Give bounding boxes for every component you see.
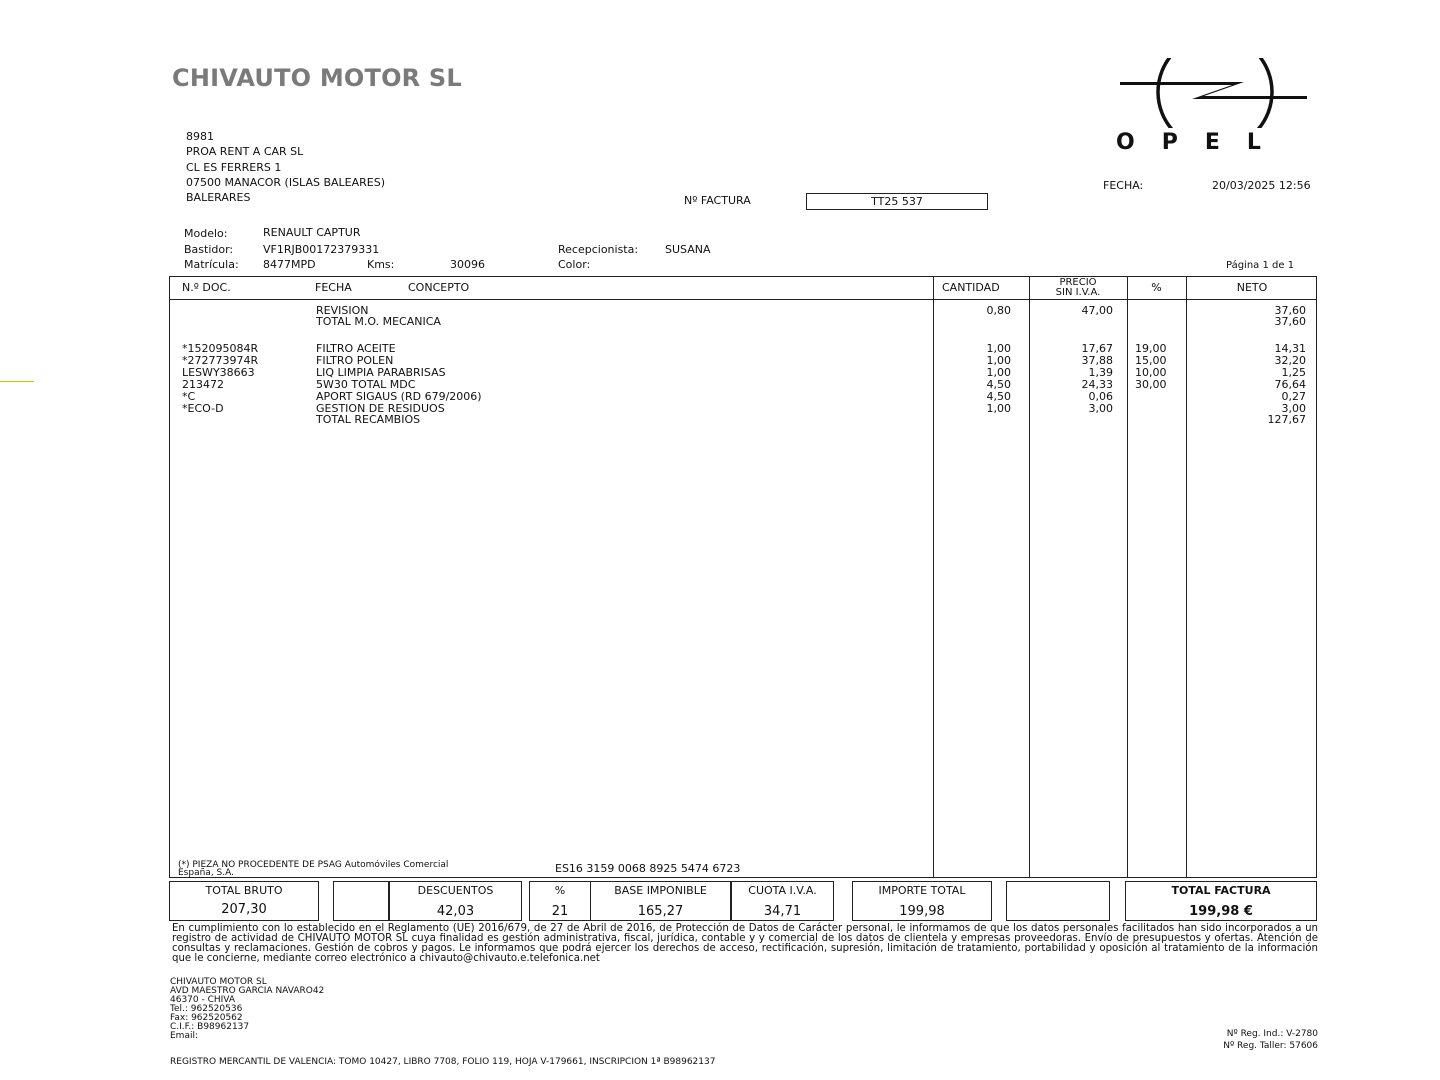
receptionist-value: SUSANA bbox=[665, 243, 711, 256]
footer-city: 46370 - CHIVA bbox=[170, 995, 236, 1005]
header-date: FECHA bbox=[315, 281, 352, 294]
model-value: RENAULT CAPTUR bbox=[263, 226, 361, 239]
table-row: REVISION 0,80 47,00 37,60 bbox=[316, 304, 1306, 317]
reg-ind: Nº Reg. Ind.: V-2780 bbox=[1226, 1029, 1318, 1039]
footer-street: AVD MAESTRO GARCIA NAVARO42 bbox=[170, 986, 325, 996]
opel-lightning-icon bbox=[1112, 58, 1317, 128]
discounts-label: DESCUENTOS bbox=[417, 884, 494, 897]
plate-value: 8477MPD bbox=[263, 258, 316, 271]
total-gross-box bbox=[169, 881, 319, 921]
table-row: *ECO-D GESTION DE RESIDUOS 1,00 3,00 3,00 bbox=[182, 402, 1306, 415]
privacy-notice: En cumplimiento con lo establecido en el Reglamento (UE) 2016/679, de 27 de Abril de 2016, de Protección de Datos de Carácter personal, le informamos de que los datos personales facilitados han sido incorporados a un registro de actividad de CHIVAUTO MOTOR SL cuya finalidad es gestión administrativa, fiscal, jurídica, contable y y comercial de los datos de clientela y empresas proveedoras. Envío de presupuestos y ofertas. Atención de consultas y reclamaciones. Gestión de cobros y pagos. Le informamos que podrá ejercer los derechos de acceso, rectificación, supresión, limitación de tratamiento, portabilidad y oposición al tratamiento de la información que le concierne, mediante correo electrónico a chivauto@chivauto.e.telefonica.net bbox=[172, 923, 1318, 964]
table-row: LESWY38663 LIQ LIMPIA PARABRISAS 1,00 1,39 10,00 1,25 bbox=[182, 366, 1306, 379]
base-label: BASE IMPONIBLE bbox=[614, 884, 707, 897]
opel-logo bbox=[1112, 58, 1317, 158]
header-price-1: PRECIO bbox=[1059, 277, 1097, 288]
page-indicator: Página 1 de 1 bbox=[1226, 260, 1295, 271]
customer-city: 07500 MANACOR (ISLAS BALEARES) bbox=[186, 176, 385, 189]
header-net: NETO bbox=[1236, 281, 1268, 294]
footnote-line-1: (*) PIEZA NO PROCEDENTE DE PSAG Automóviles Comercial bbox=[178, 860, 449, 870]
total-gross-label: TOTAL BRUTO bbox=[205, 884, 283, 897]
vat-pct-box bbox=[529, 881, 591, 921]
header-price-2: SIN I.V.A. bbox=[1055, 287, 1101, 298]
total-amount-label: IMPORTE TOTAL bbox=[878, 884, 966, 897]
footer-tel: Tel.: 962520536 bbox=[170, 1004, 243, 1014]
company-name: CHIVAUTO MOTOR SL bbox=[172, 64, 462, 92]
empty-box bbox=[333, 881, 389, 921]
model-label: Modelo: bbox=[184, 227, 228, 240]
invoice-date: 20/03/2025 12:56 bbox=[1212, 179, 1311, 192]
invoice-total-value: 199,98 € bbox=[1189, 904, 1253, 919]
customer-code: 8981 bbox=[186, 130, 214, 143]
footer-email: Email: bbox=[170, 1031, 199, 1041]
date-label: FECHA: bbox=[1103, 179, 1144, 192]
footer-fax: Fax: 962520562 bbox=[170, 1013, 243, 1023]
table-row: TOTAL M.O. MECANICA 37,60 bbox=[316, 315, 1306, 328]
vat-pct-label: % bbox=[554, 884, 566, 897]
table-row: 213472 5W30 TOTAL MDC 4,50 24,33 30,00 76,64 bbox=[182, 378, 1306, 391]
kms-value: 30096 bbox=[450, 258, 485, 271]
discounts-box bbox=[389, 881, 522, 921]
footer-name: CHIVAUTO MOTOR SL bbox=[170, 977, 267, 987]
empty-box-2 bbox=[1006, 881, 1110, 921]
invoice-total-box bbox=[1125, 881, 1317, 921]
chassis-label: Bastidor: bbox=[184, 243, 234, 256]
header-qty: CANTIDAD bbox=[942, 281, 1000, 294]
discounts-value: 42,03 bbox=[436, 904, 475, 919]
table-row: *C APORT SIGAUS (RD 679/2006) 4,50 0,06 0,27 bbox=[182, 390, 1306, 403]
customer-name: PROA RENT A CAR SL bbox=[186, 145, 304, 158]
header-concept: CONCEPTO bbox=[408, 281, 470, 294]
mercantile-registry: REGISTRO MERCANTIL DE VALENCIA: TOMO 10427, LIBRO 7708, FOLIO 119, HOJA V-179661, INSCRIPCION 1ª B98962137 bbox=[170, 1057, 716, 1067]
plate-label: Matrícula: bbox=[184, 258, 239, 271]
vat-value: 34,71 bbox=[763, 904, 802, 919]
header-pct: % bbox=[1151, 281, 1162, 294]
vat-label: CUOTA I.V.A. bbox=[748, 884, 817, 897]
total-gross-value: 207,30 bbox=[221, 902, 267, 917]
invoice-total-label: TOTAL FACTURA bbox=[1171, 884, 1271, 897]
vat-box bbox=[731, 881, 834, 921]
iban: ES16 3159 0068 8925 5474 6723 bbox=[555, 862, 741, 875]
logo-text: OPEL bbox=[1116, 130, 1288, 155]
total-amount-value: 199,98 bbox=[899, 904, 945, 919]
base-box bbox=[590, 881, 731, 921]
customer-street: CL ES FERRERS 1 bbox=[186, 161, 282, 174]
customer-region: BALERARES bbox=[186, 191, 251, 204]
invoice-number-label: Nº FACTURA bbox=[684, 194, 751, 207]
table-row: TOTAL RECAMBIOS 127,67 bbox=[316, 413, 1306, 426]
invoice-number: TT25 537 bbox=[806, 193, 988, 210]
vat-pct-value: 21 bbox=[551, 904, 569, 919]
header-doc: N.º DOC. bbox=[182, 281, 231, 294]
total-amount-box bbox=[852, 881, 992, 921]
base-value: 165,27 bbox=[637, 904, 684, 919]
margin-mark bbox=[0, 381, 34, 382]
invoice-lines-table bbox=[169, 276, 1317, 878]
table-row: *272773974R FILTRO POLEN 1,00 37,88 15,00 32,20 bbox=[182, 354, 1306, 367]
color-label: Color: bbox=[558, 258, 591, 271]
kms-label: Kms: bbox=[367, 258, 395, 271]
chassis-value: VF1RJB00172379331 bbox=[263, 243, 380, 256]
reg-taller: Nº Reg. Taller: 57606 bbox=[1223, 1041, 1318, 1051]
footnote-line-2: España, S.A. bbox=[178, 868, 234, 878]
receptionist-label: Recepcionista: bbox=[558, 243, 639, 256]
footer-cif: C.I.F.: B98962137 bbox=[170, 1022, 250, 1032]
table-row: *152095084R FILTRO ACEITE 1,00 17,67 19,00 14,31 bbox=[182, 342, 1306, 355]
